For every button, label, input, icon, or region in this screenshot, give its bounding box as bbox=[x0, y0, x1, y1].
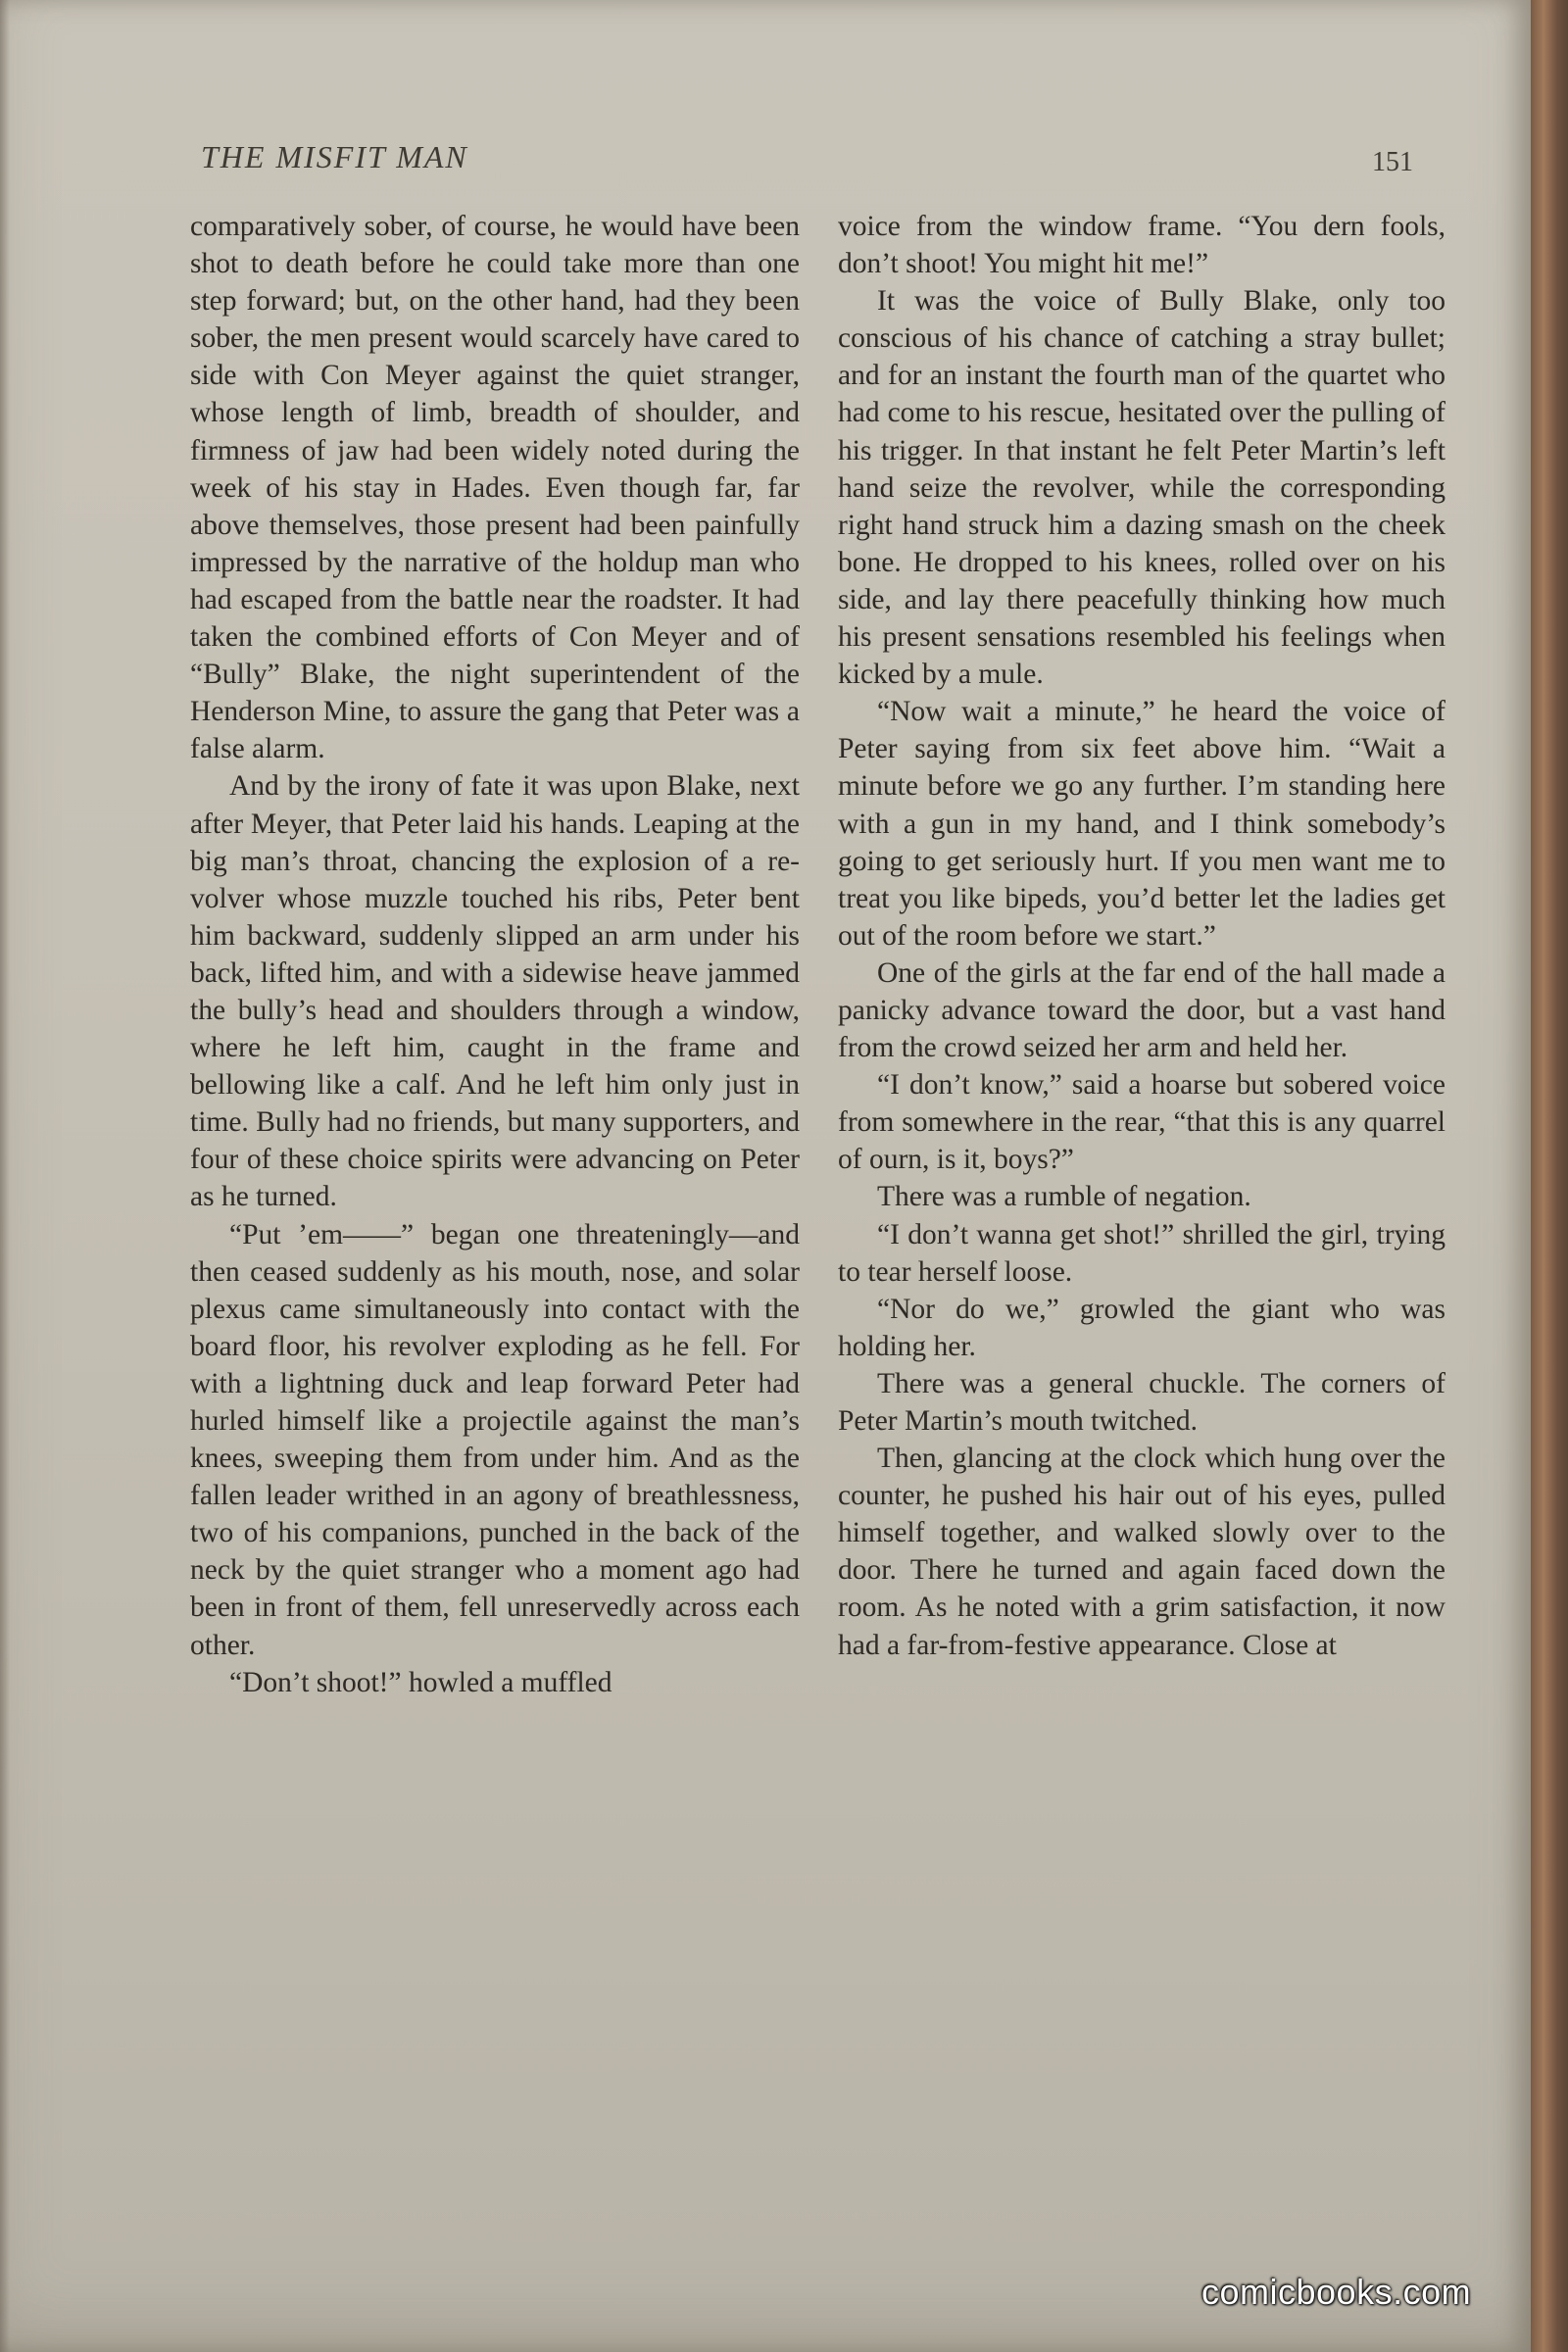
paragraph: And by the irony of fate it was upon Blake, next after Meyer, that Peter laid his hands. Leaping at the big man’s throat, chancing the explosion of a revolver whose muzzle touched his ribs, Peter bent him backward, suddenly slipped an arm under his back, lifted him, and with a sidewise heave jammed the bully’s head and shoulders through a window, where he left him, caught in the frame and bellowing like a calf. And he left him only just in time. Bully had no friends, but many supporters, and four of these choice spirits were advancing on Peter as he turned. bbox=[190, 770, 800, 1213]
paragraph: “Put ’em——” began one threateningly—and then ceased suddenly as his mouth, nose, and solar plexus came simultaneously into contact with the board floor, his revolver exploding as he fell. For with a lightning duck and leap forward Peter had hurled himself like a projectile against the man’s knees, sweeping them from under him. And as the fallen leader writhed in an agony of breathlessness, two of his companions, punched in the back of the neck by the quiet stranger who a moment ago had been in front of them, fell unreservedly across each other. bbox=[190, 1218, 800, 1661]
paragraph: “I don’t know,” said a hoarse but sobered voice from somewhere in the rear, “that this is any quarrel of ourn, is it, boys?” bbox=[838, 1069, 1446, 1176]
paragraph: comparatively sober, of course, he would have been shot to death before he could take more than one step forward; but, on the other hand, had they been sober, the men present would scarcely have cared to side with Con Meyer against the quiet stranger, whose length of limb, breadth of shoulder, and firmness of jaw had been widely noted during the week of his stay in Hades. Even though far, far above themselves, those present had been painfully impressed by the narrative of the holdup man who had escaped from the battle near the roadster. It had taken the combined efforts of Con Meyer and of “Bully” Blake, the night superintendent of the Henderson Mine, to assure the gang that Peter was a false alarm. bbox=[190, 211, 800, 765]
paragraph: “Nor do we,” growled the giant who was holding her. bbox=[838, 1293, 1446, 1362]
right-text-column bbox=[838, 208, 1446, 1664]
paragraph: “Don’t shoot!” howled a muffled bbox=[229, 1666, 612, 1698]
paragraph: It was the voice of Bully Blake, only too conscious of his chance of catching a stray bullet; and for an instant the fourth man of the quartet who had come to his rescue, hesitated over the pulling of his trigger. In that instant he felt Peter Martin’s left hand seize the revolver, while the corresponding right hand struck him a dazing smash on the cheek bone. He dropped to his knees, rolled over on his side, and lay there peacefully thinking how much his present sensations resembled his feelings when kicked by a mule. bbox=[838, 285, 1446, 691]
paragraph: “I don’t wanna get shot!” shrilled the girl, trying to tear herself loose. bbox=[838, 1218, 1446, 1288]
paragraph: voice from the window frame. “You dern fools, don’t shoot! You might hit me!” bbox=[838, 211, 1446, 280]
page-edge-shadow bbox=[0, 0, 10, 2352]
paragraph: There was a general chuckle. The corners of Peter Martin’s mouth twitched. bbox=[838, 1367, 1446, 1437]
paragraph: “Now wait a minute,” he heard the voice of Peter saying from six feet above him. “Wait a minute before we go any further. I’m standing here with a gun in my hand, and I think somebody’s going to get seriously hurt. If you men want me to treat you like bipeds, you’d better let the ladies get out of the room before we start.” bbox=[838, 696, 1446, 952]
left-text-column bbox=[190, 208, 800, 1701]
running-head: THE MISFIT MAN bbox=[201, 139, 468, 174]
paragraph: There was a rumble of negation. bbox=[877, 1181, 1251, 1213]
watermark: comicbooks.com bbox=[1201, 2272, 1472, 2312]
book-spine bbox=[1531, 0, 1568, 2352]
paragraph: One of the girls at the far end of the hall made a panicky advance toward the door, but a vast hand from the crowd seized her arm and held her. bbox=[838, 956, 1446, 1064]
paragraph: Then, glancing at the clock which hung over the counter, he pushed his hair out of his eyes, pulled himself together, and walked slowly over to the door. There he turned and again faced down the room. As he noted with a grim satisfaction, it now had a far-from-festive appearance. Close at bbox=[838, 1443, 1446, 1661]
page-number: 151 bbox=[1372, 147, 1413, 177]
